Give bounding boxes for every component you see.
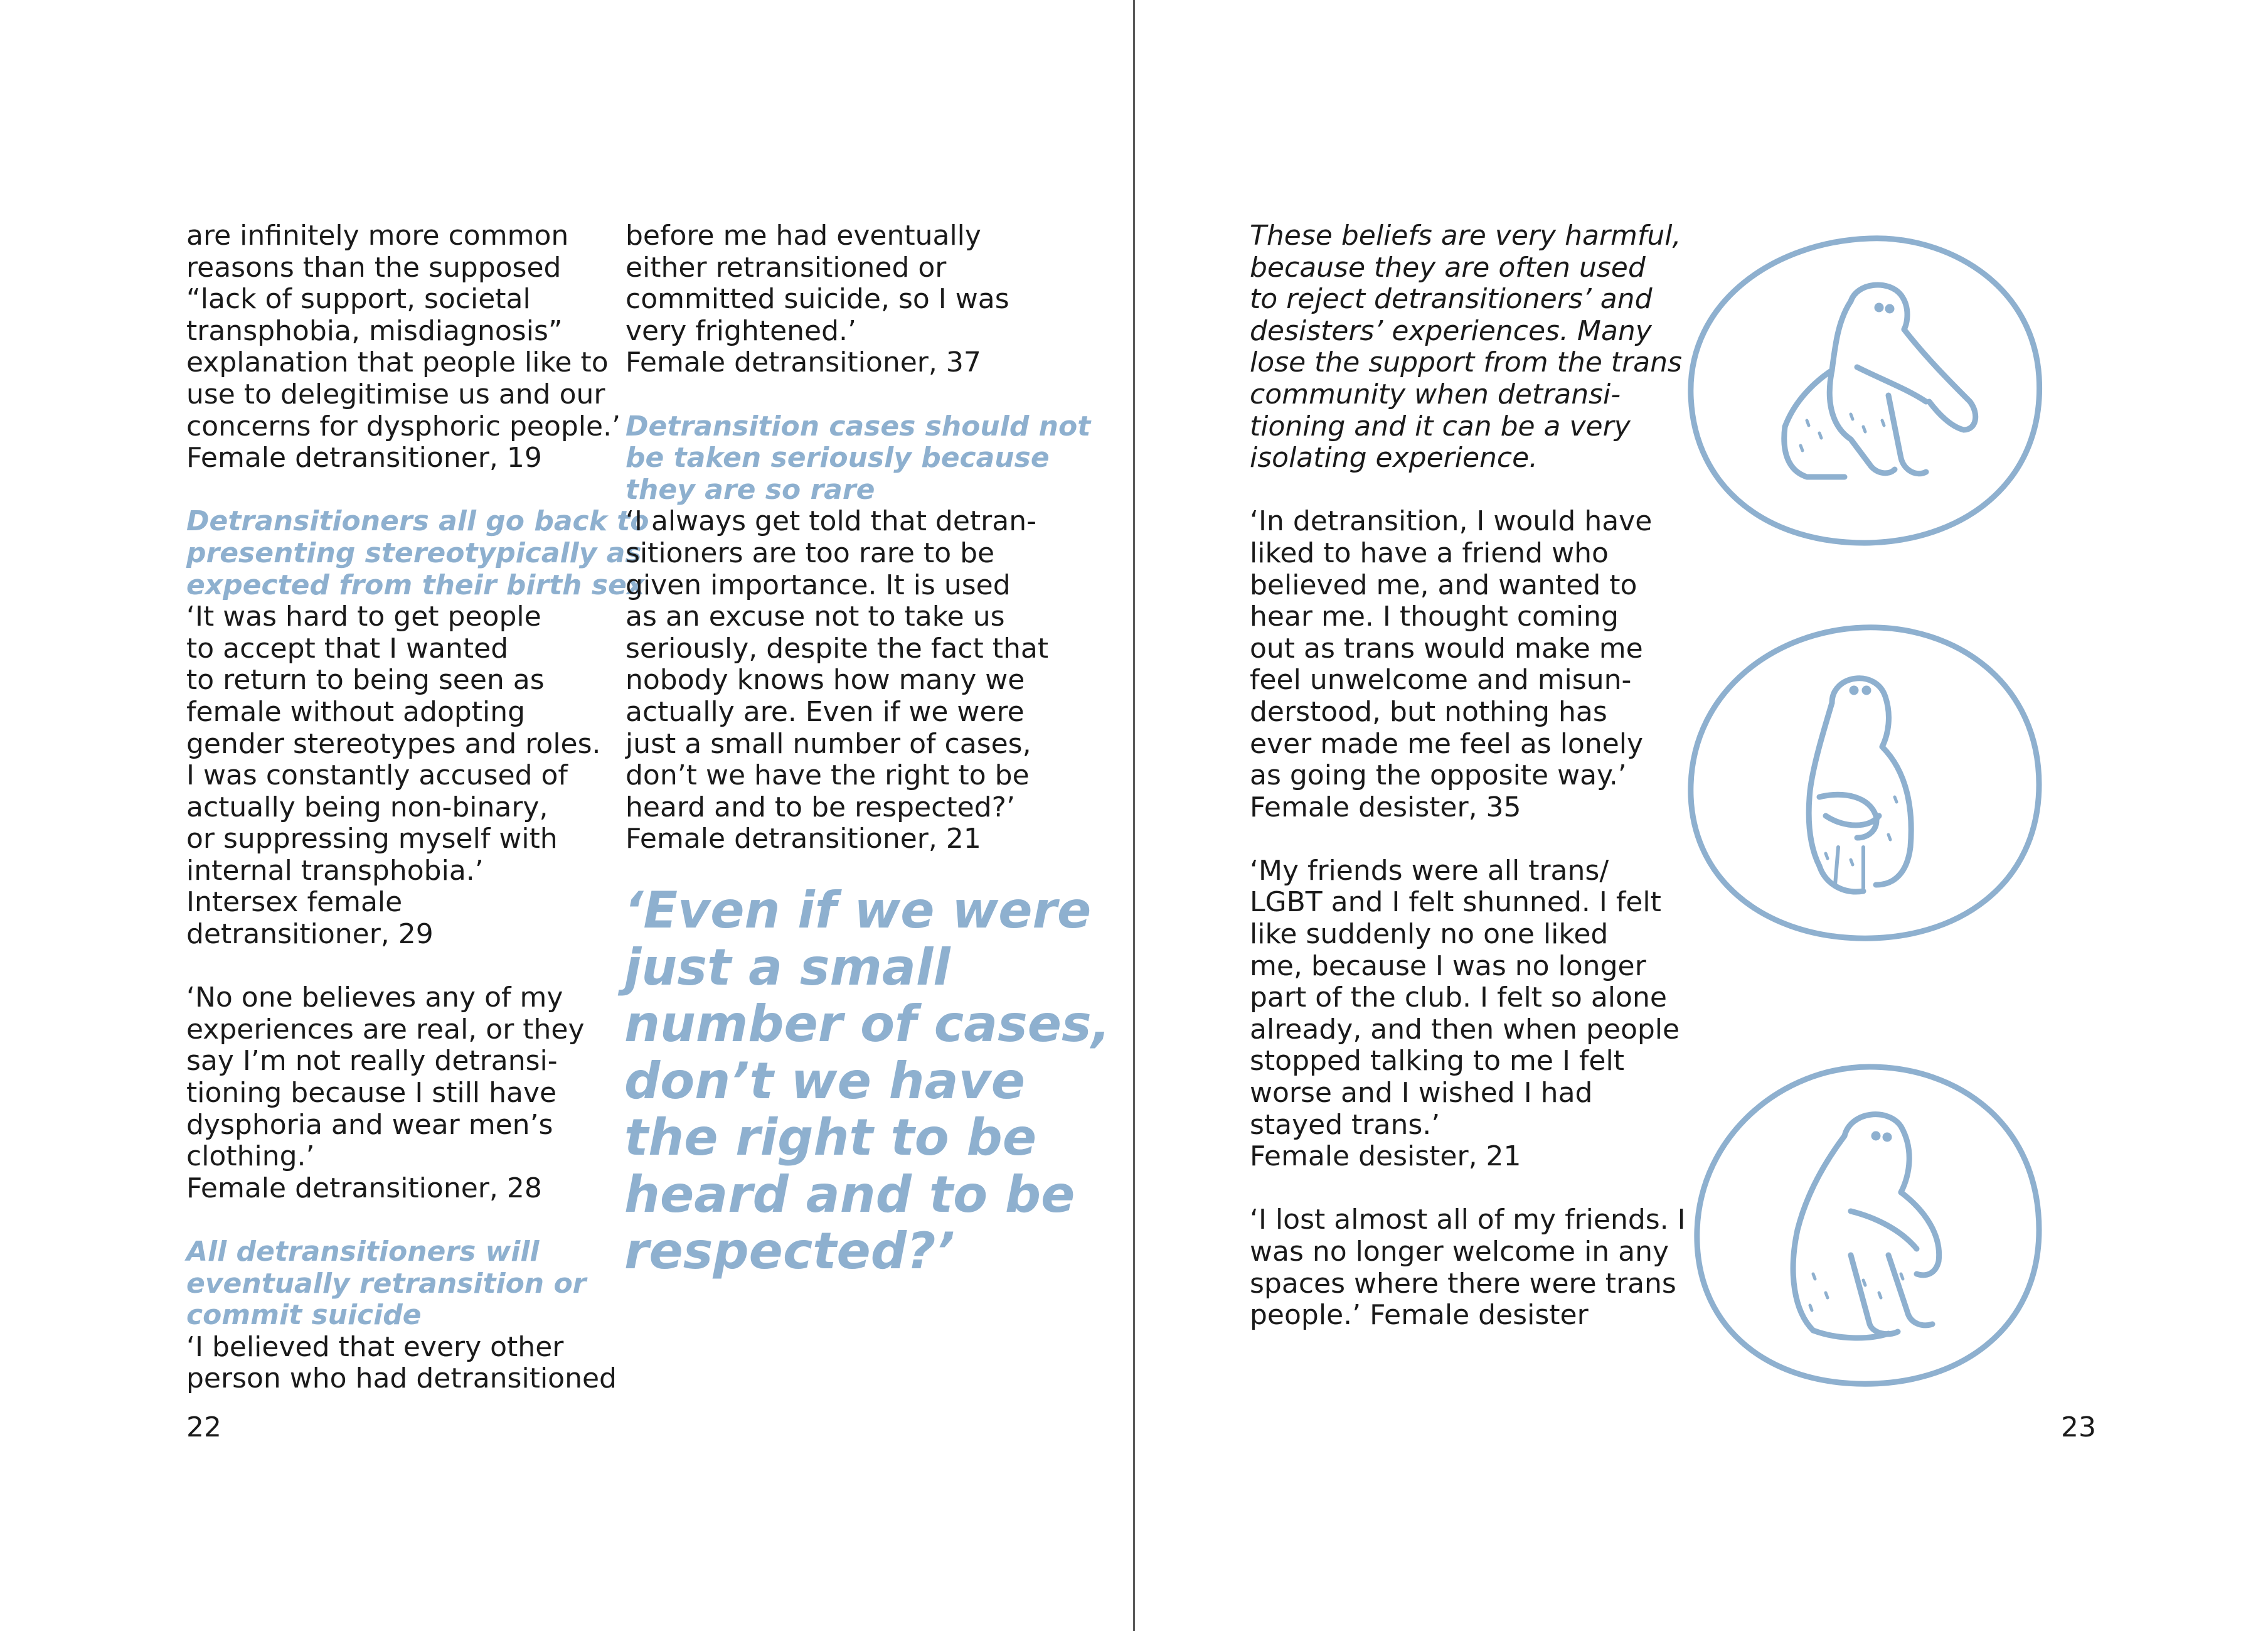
quote-block: ‘I lost almost all of my friends. I was no longer welcome in any spaces where there were trans people.’ Female desister (1250, 1204, 1686, 1332)
quote-block: ‘My friends were all trans/ LGBT and I felt shunned. I felt like suddenly no one liked me, because I was no longer part of the club. I felt so alone already, and then when people stopped talking to me I felt worse and I wished I had stayed trans.’ Female desister, 21 (1250, 854, 1680, 1173)
page-number-left: 22 (186, 1411, 221, 1443)
section-heading: Detransition cases should not be taken seriously because they are so rare (626, 410, 1091, 506)
hunched-figure-icon (1697, 1067, 2039, 1384)
page-number-right: 23 (2061, 1411, 2096, 1443)
quote-block: ‘I believed that every other person who had detransitioned (186, 1330, 617, 1395)
quote-block: ‘It was hard to get people to accept that I wanted to return to being seen as female without adopting gender stereotypes and roles. I was constantly accused of actually being non-binary, or suppressing myself with internal transphobia.’ Intersex female detransitioner, 29 (186, 601, 601, 951)
page-spine-divider (1133, 0, 1135, 1631)
quote-block: before me had eventually either retransitioned or committed suicide, so I was very frightened.’ Female detransitioner, 37 (626, 220, 1009, 379)
pull-quote: ‘Even if we were just a small number of cases, don’t we have the right to be heard and to be respected?’ (624, 881, 1110, 1280)
section-heading: Detransitioners all go back to presenting stereotypically as expected from their birth sex (186, 505, 649, 601)
quote-block: are infinitely more common reasons than the supposed “lack of support, societal transphobia, misdiagnosis” explanation that people like to use to delegitimise us and our concerns for dysphoric people.’ Female detransitioner, 19 (186, 220, 621, 474)
quote-block: ‘I always get told that detran- sitioners are too rare to be given importance. It is used as an excuse not to take us seriously, despite the fact that nobody knows how many we actually are. Even if we were just a small number of cases, don’t we have the right to be heard and to be respected?’ Female detransitioner, 21 (626, 505, 1049, 855)
illustration-column (1663, 213, 2070, 1393)
right-page-column (1250, 220, 1686, 1332)
section-heading: All detransitioners will eventually retransition or commit suicide (186, 1236, 587, 1332)
left-page-column-2 (626, 220, 1090, 855)
huddled-figure-icon (1691, 238, 2040, 543)
intro-paragraph: These beliefs are very harmful, because they are often used to reject detransitioners’ and desisters’ experiences. Many lose the support from the trans community when detransi- tioning and it can be a very isolating experience. (1250, 220, 1682, 474)
left-page-column-1 (186, 220, 649, 1395)
quote-block: ‘No one believes any of my experiences are real, or they say I’m not really detransi- tioning because I still have dysphoria and wear men’s clothing.’ Female detransitioner, 28 (186, 981, 585, 1204)
seated-figure-icon (1691, 628, 2039, 938)
quote-block: ‘In detransition, I would have liked to have a friend who believed me, and wanted to hear me. I thought coming out as trans would make me feel unwelcome and misun- derstood, but nothing has ever made me feel as lonely as going the opposite way.’ Female desister, 35 (1250, 505, 1653, 823)
